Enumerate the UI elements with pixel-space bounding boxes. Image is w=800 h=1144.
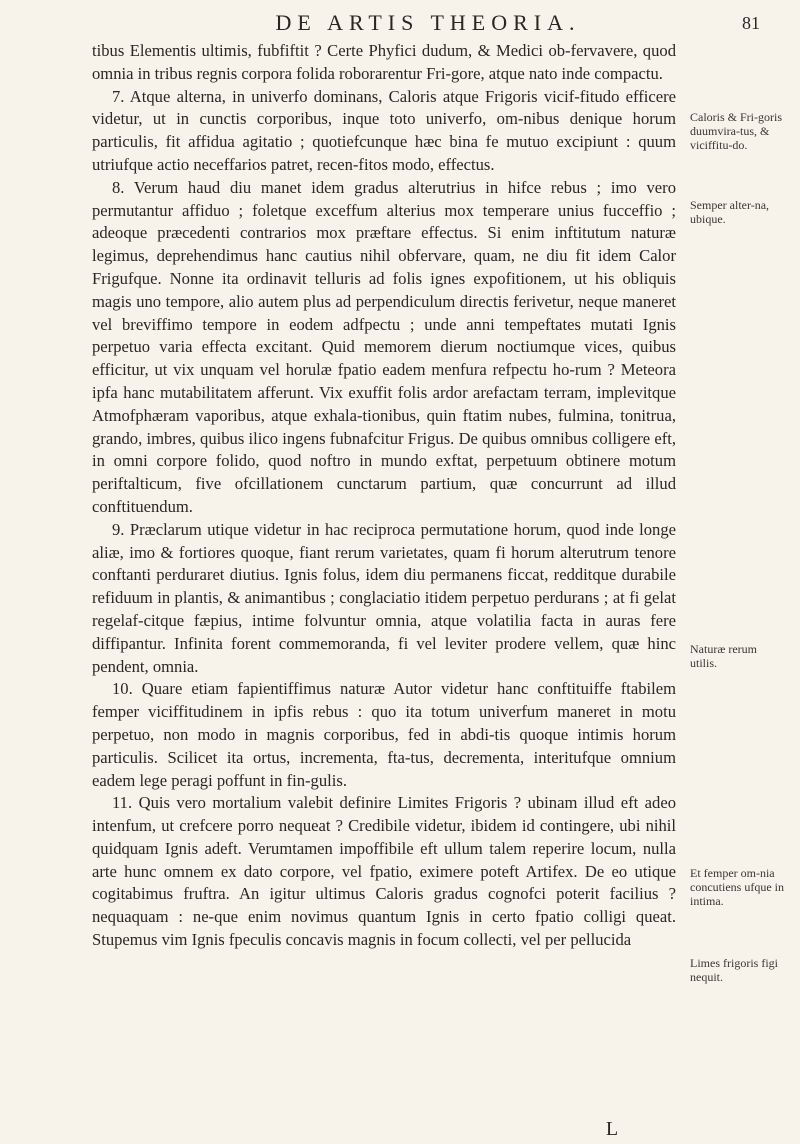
paragraph-9: 9. Præclarum utique videtur in hac reciproca permutatione horum, quod inde longe aliæ, imo & fortiores quoque, fiant rerum varietates, quam fi horum alterutrum tenore conftanti perduraret diutius. Ignis folus, idem diu permanens ficcat, redditque durabile refiduum in plantis, & animantibus ; conglaciatio itidem perpetuo perdurans ; at fi gelat regelaf-citque fæpius, intime folvuntur omnia, atque volatilia facta in auras fere diffipantur. Infinita forent commemoranda, fi vel leviter prodere vellem, quæ hinc pendent, omnia. xyxy=(92,519,676,676)
main-text xyxy=(92,40,676,952)
running-head: DE ARTIS THEORIA. xyxy=(275,10,581,35)
margin-note-naturae: Naturæ rerum utilis. xyxy=(690,642,757,670)
signature-mark: L xyxy=(605,1118,619,1140)
paragraph-11: 11. Quis vero mortalium valebit definire Limites Frigoris ? ubinam illud eft adeo intenfum, ut crefcere porro nequeat ? Credibile videtur, ibidem id contingere, ubi nihil quidquam Ignis adeft. Verumtamen impoffibile eft ullum talem reperire locum, nulla arte hunc omnem ex dato corpore, vel fpatio, eximere poteft Artifex. De eo utique cogitabimus fruftra. An igitur ultimus Caloris gradus cognofci poterit facilius ? nequaquam : ne-que enim novimus quantum Ignis in certo fpatio colligi queat. Stupemus vim Ignis fpeculis concavis magnis in focum collecti, vel per pellucida xyxy=(92,793,676,950)
margin-note-semper: Semper alter-na, ubique. xyxy=(690,198,770,226)
margin-note-limes: Limes frigoris figi nequit. xyxy=(690,956,778,984)
page-header xyxy=(96,8,760,38)
paragraph-10: 10. Quare etiam fapientiffimus naturæ Autor videtur hanc conftituiffe ftabilem femper viciffitudinem in ipfis rebus : quo ita totum univerfum maneret in motu perpetuo, non modo in magnis corporibus, fed in abdi-tis quoque intimis horum particulis. Scilicet ita ortus, incrementa, fta-tus, decrementa, interitufque omnium eadem lege peragi poffunt in fin-gulis. xyxy=(92,679,676,790)
paragraph-7: 7. Atque alterna, in univerfo dominans, Caloris atque Frigoris vicif-fitudo efficere videtur, ut in cunctis corporibus, inque toto univerfo, om-nibus denique horum particulis, fit affidua agitatio ; quotiefcunque hæc bina fe mutuo excipiunt : quum utriufque actio neceffarios patret, recen-fitos modo, effectus. xyxy=(92,86,676,174)
paragraph-8: 8. Verum haud diu manet idem gradus alterutrius in hifce rebus ; imo vero permutantur affiduo ; foletque exceffum alterius mox temperare unius fucceffio ; adeoque præcedenti contrarios mox præftare effectus. Si enim inftitutum naturæ legimus, deprehendimus hanc cautius nihil obfervare, quam, ne diu fit idem Calor Frigufque. Nonne ita ordinavit telluris ad folis ignes expofitionem, ut his obliquis magis uno tempore, alio autem plus ad perpendiculum directis ferivetur, neque maneret vel breviffimo tempore in eodem adfpectu ; unde anni tempeftates mutati Ignis perpetuo varia effecta excitant. Quid memorem dierum noctiumque vices, quibus efficitur, ut vix unquam vel horulæ fpatio eadem menfura refpectu ho-rum ? Meteora ipfa hanc mutabilitatem afferunt. Vix exuffit folis ardor arefactam terram, implevitque Atmofphæram vaporibus, atque exhala-tionibus, quin ftatim nubes, fulmina, tonitrua, grando, imbres, quibus ilico ingens fubnafcitur Frigus. De quibus omnibus colligere eft, in omni corpore folido, quod noftro in mundo exftat, perpetuum obtinere motum periftalticum, five ofcillationem cunctarum partium, quæ concurrunt ad illud conftituendum. xyxy=(92,177,676,516)
page-number: 81 xyxy=(742,13,760,33)
margin-note-caloris: Caloris & Fri-goris duumvira-tus, & viciffitu-do. xyxy=(690,110,782,152)
margin-note-et-semper: Et femper om-nia concutiens ufque in intima. xyxy=(690,866,784,908)
paragraph-continuation: tibus Elementis ultimis, fubfiftit ? Certe Phyfici dudum, & Medici ob-fervavere, quod omnia in tribus regnis corpora folida roborarentur Fri-gore, atque nato inde compactu. xyxy=(92,41,676,83)
